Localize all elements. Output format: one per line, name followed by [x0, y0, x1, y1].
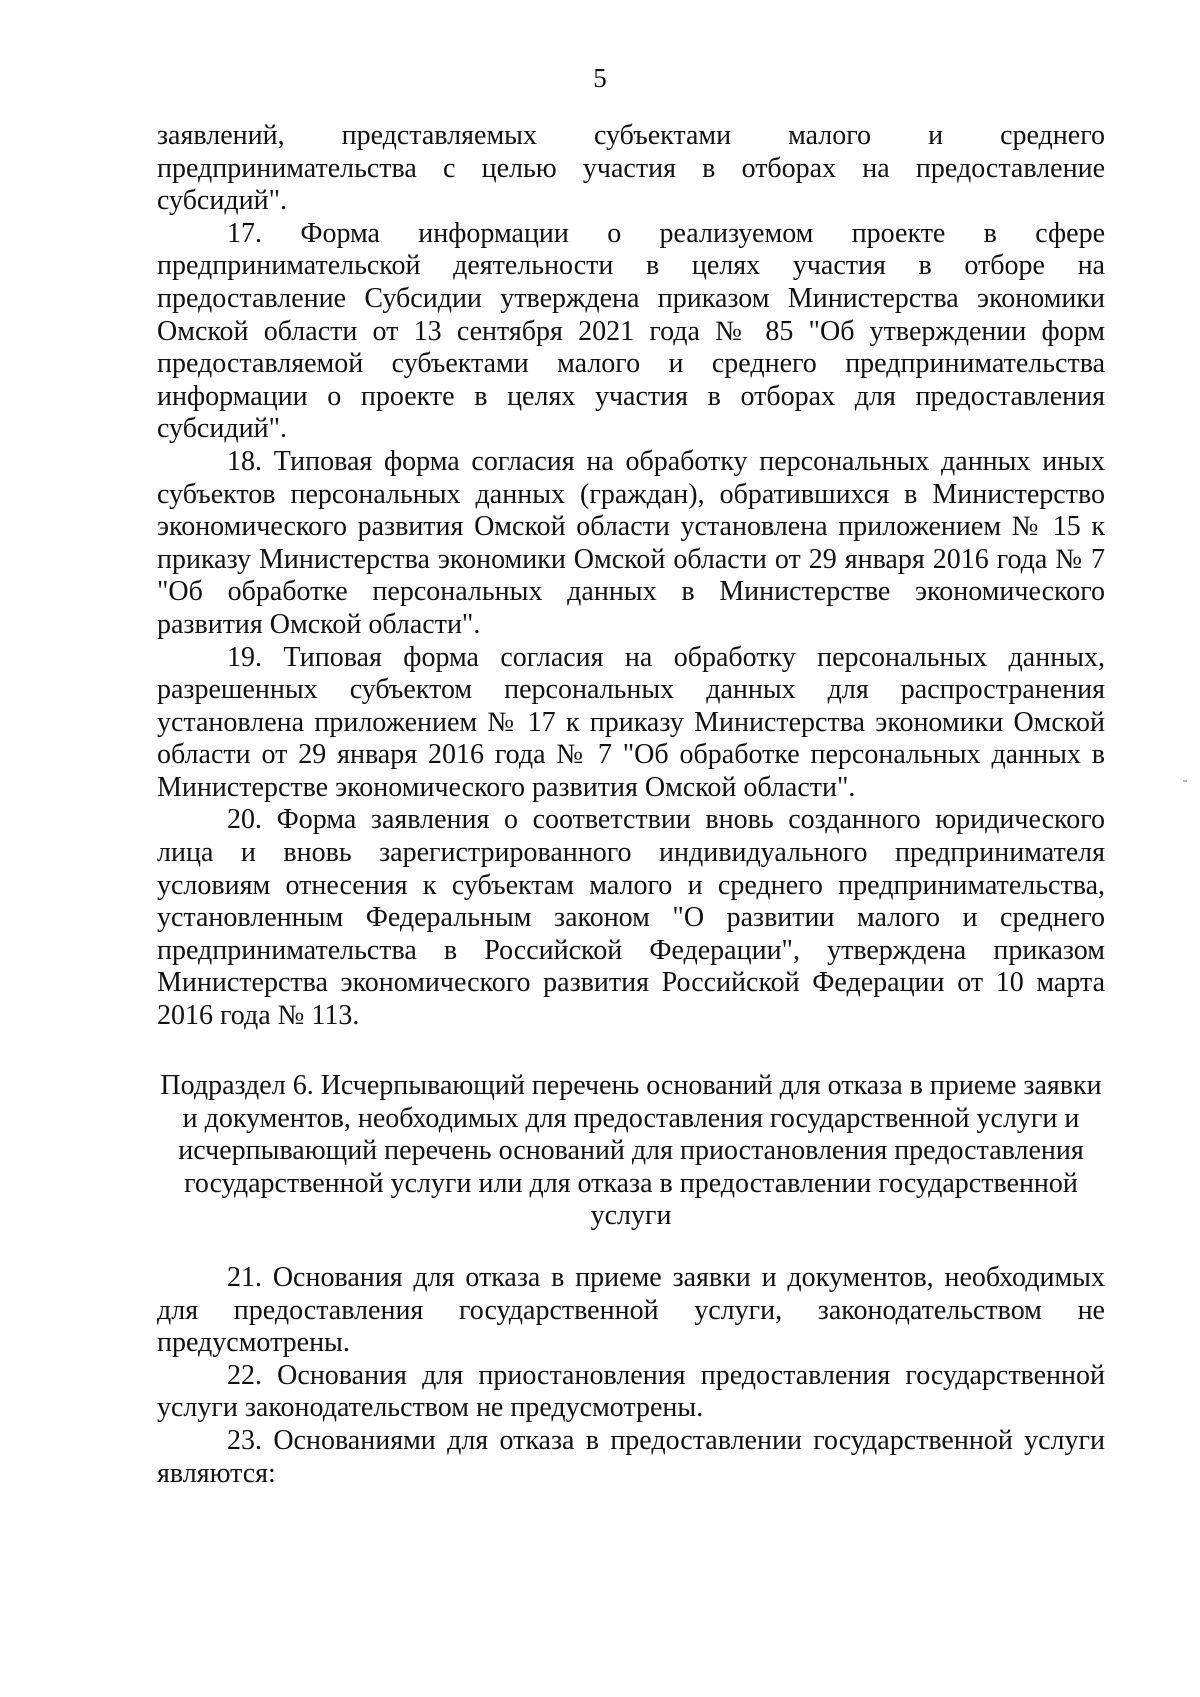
body-text-top [157, 120, 1105, 1033]
paragraph-23: 23. Основаниями для отказа в предоставлении государственной услуги являются: [157, 1424, 1105, 1489]
scan-artifact-mark [1183, 780, 1187, 782]
body-text-bottom [157, 1262, 1105, 1490]
paragraph-18: 18. Типовая форма согласия на обработку персональных данных иных субъектов персональных данных (граждан), обратившихся в Министерство экономического развития Омской области установлена приложением № 15 к приказу Министерства экономики Омской области от 29 января 2016 года № 7 "Об обработке персональных данных в Министерстве экономического развития Омской области". [157, 445, 1105, 640]
page-number: 5 [593, 63, 607, 93]
section-heading: Подраздел 6. Исчерпывающий перечень оснований для отказа в приеме заявки и документов, необходимых для предоставления государственной услуги и исчерпывающий перечень оснований для приостановления предоставления государственной услуги или для отказа в предоставлении государственной услуги [160, 1070, 1102, 1232]
paragraph-21: 21. Основания для отказа в приеме заявки и документов, необходимых для предоставления государственной услуги, законодательством не предусмотрены. [157, 1262, 1105, 1359]
paragraph-17: 17. Форма информации о реализуемом проекте в сфере предпринимательской деятельности в целях участия в отборе на предоставление Субсидии утверждена приказом Министерства экономики Омской области от 13 сентября 2021 года № 85 "Об утверждении форм предоставляемой субъектами малого и среднего предпринимательства информации о проекте в целях участия в отборах для предоставления субсидий". [157, 217, 1105, 445]
paragraph-continuation: заявлений, представляемых субъектами малого и среднего предпринимательства с целью участия в отборах на предоставление субсидий". [157, 120, 1105, 217]
paragraph-22: 22. Основания для приостановления предоставления государственной услуги законодательством не предусмотрены. [157, 1359, 1105, 1424]
paragraph-20: 20. Форма заявления о соответствии вновь созданного юридического лица и вновь зарегистрированного индивидуального предпринимателя условиям отнесения к субъектам малого и среднего предпринимательства, установленным Федеральным законом "О развитии малого и среднего предпринимательства в Российской Федерации", утверждена приказом Министерства экономического развития Российской Федерации от 10 марта 2016 года № 113. [157, 804, 1105, 1032]
paragraph-19: 19. Типовая форма согласия на обработку персональных данных, разрешенных субъектом персональных данных для распространения установлена приложением № 17 к приказу Министерства экономики Омской области от 29 января 2016 года № 7 "Об обработке персональных данных в Министерстве экономического развития Омской области". [157, 641, 1105, 803]
